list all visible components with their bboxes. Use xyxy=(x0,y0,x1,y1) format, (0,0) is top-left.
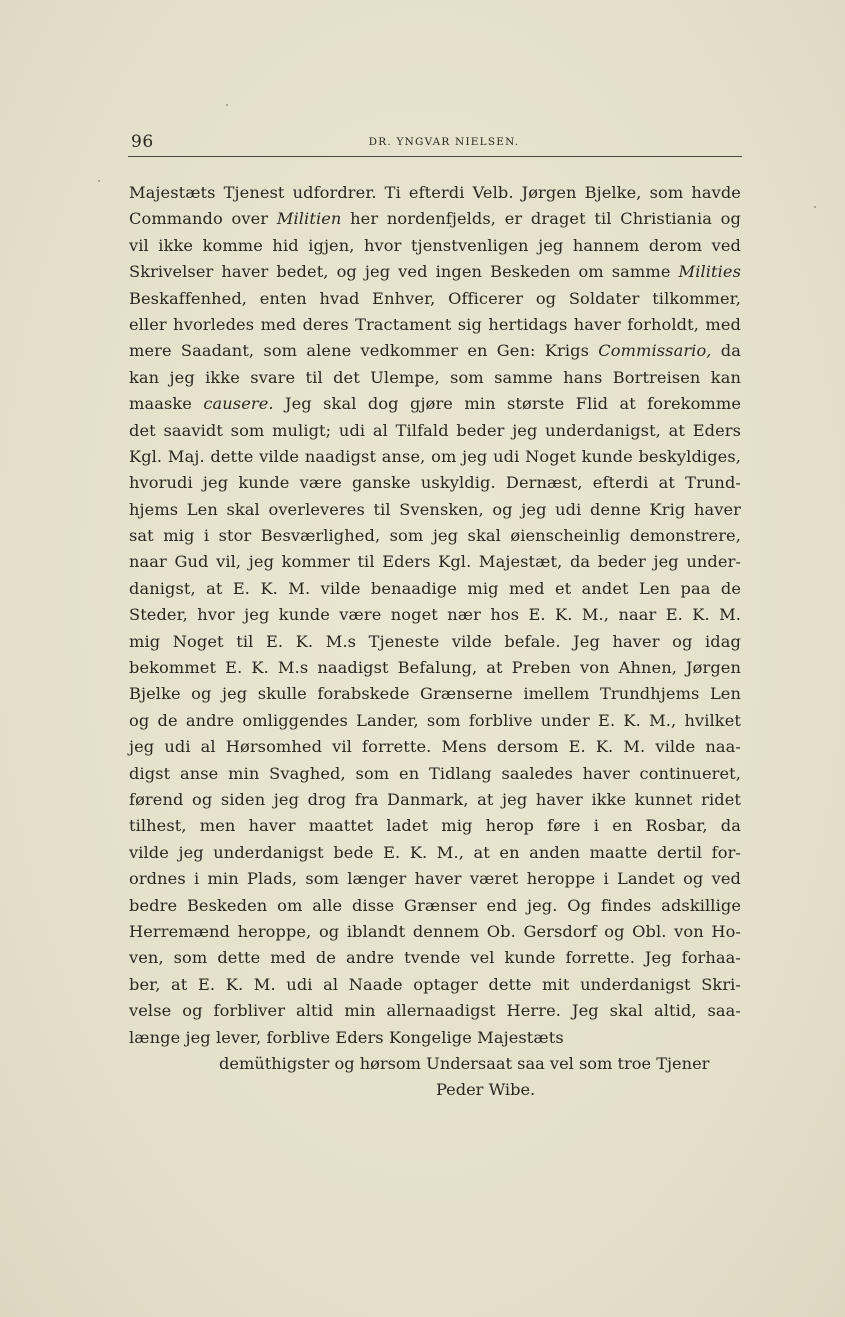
text-line: længe jeg lever, forblive Eders Kongelige Majestæts xyxy=(129,1027,564,1047)
text-line: jeg udi al Hørsomhed vil forrette. Mens dersom E. K. M. vilde naa- xyxy=(129,737,741,757)
letter-body xyxy=(129,180,741,1104)
paper-speck xyxy=(98,180,100,182)
text-line: ordnes i min Plads, som længer haver været heroppe i Landet og ved xyxy=(129,869,741,889)
text-line: førend og siden jeg drog fra Danmark, at jeg haver ikke kunnet ridet xyxy=(129,789,741,809)
text-line: bekommet E. K. M.s naadigst Befalung, at Preben von Ahnen, Jørgen xyxy=(129,658,741,678)
text-line: tilhest, men haver maattet ladet mig herop føre i en Rosbar, da xyxy=(129,816,741,836)
running-head: DR. YNGVAR NIELSEN. xyxy=(368,136,520,148)
text-line: naar Gud vil, jeg kommer til Eders Kgl. Majestæt, da beder jeg under- xyxy=(129,552,741,572)
page-header xyxy=(128,128,742,157)
signature: Peder Wibe. xyxy=(436,1080,536,1100)
text-line: mig Noget til E. K. M.s Tjeneste vilde befale. Jeg haver og idag xyxy=(129,631,741,651)
text-line: hjems Len skal overleveres til Svensken, og jeg udi denne Krig haver xyxy=(129,499,741,519)
text-line: Steder, hvor jeg kunde være noget nær hos E. K. M., naar E. K. M. xyxy=(129,605,741,625)
text-line: digst anse min Svaghed, som en Tidlang saaledes haver continueret, xyxy=(129,763,741,783)
text-line: sat mig i stor Besværlighed, som jeg skal øienscheinlig demonstrere, xyxy=(129,526,741,546)
page-number: 96 xyxy=(131,132,154,152)
closing-line: demüthigster og hørsom Undersaat saa vel som troe Tjener xyxy=(219,1053,710,1073)
text-line: maaske causere. Jeg skal dog gjøre min største Flid at forekomme xyxy=(129,394,741,414)
text-line: ber, at E. K. M. udi al Naade optager dette mit underdanigst Skri- xyxy=(129,974,741,994)
text-line: mere Saadant, som alene vedkommer en Gen: Krigs Commissario, da xyxy=(129,341,741,361)
text-line: Bjelke og jeg skulle forabskede Grænserne imellem Trundhjems Len xyxy=(129,684,741,704)
text-line: vil ikke komme hid igjen, hvor tjenstvenligen jeg hannem derom ved xyxy=(129,235,741,255)
text-line: Commando over Militien her nordenfjelds, er draget til Christiania og xyxy=(129,209,741,229)
paper-speck xyxy=(226,104,228,106)
text-line: kan jeg ikke svare til det Ulempe, som samme hans Bortreisen kan xyxy=(129,367,741,387)
text-line: vilde jeg underdanigst bede E. K. M., at en anden maatte dertil for- xyxy=(129,842,741,862)
text-line: velse og forbliver altid min allernaadigst Herre. Jeg skal altid, saa- xyxy=(129,1001,741,1021)
text-line: Kgl. Maj. dette vilde naadigst anse, om jeg udi Noget kunde beskyldiges, xyxy=(129,446,741,466)
text-line: Herremænd heroppe, og iblandt dennem Ob. Gersdorf og Obl. von Ho- xyxy=(129,921,741,941)
text-line: og de andre omliggendes Lander, som forblive under E. K. M., hvilket xyxy=(129,710,741,730)
text-line: bedre Beskeden om alle disse Grænser end jeg. Og findes adskillige xyxy=(129,895,741,915)
text-line: Skrivelser haver bedet, og jeg ved ingen Beskeden om samme Milities xyxy=(129,262,741,282)
paper-speck xyxy=(814,206,816,208)
text-line: eller hvorledes med deres Tractament sig hertidags haver forholdt, med xyxy=(129,314,741,334)
text-line: hvorudi jeg kunde være ganske uskyldig. Dernæst, efterdi at Trund- xyxy=(129,473,741,493)
text-line: Beskaffenhed, enten hvad Enhver, Officerer og Soldater tilkommer, xyxy=(129,288,741,308)
text-line: Majestæts Tjenest udfordrer. Ti efterdi Velb. Jørgen Bjelke, som havde xyxy=(129,183,741,202)
text-line: det saavidt som muligt; udi al Tilfald beder jeg underdanigst, at Eders xyxy=(129,420,741,440)
text-line: ven, som dette med de andre tvende vel kunde forrette. Jeg forhaa- xyxy=(129,948,741,968)
text-line: danigst, at E. K. M. vilde benaadige mig med et andet Len paa de xyxy=(129,578,741,598)
